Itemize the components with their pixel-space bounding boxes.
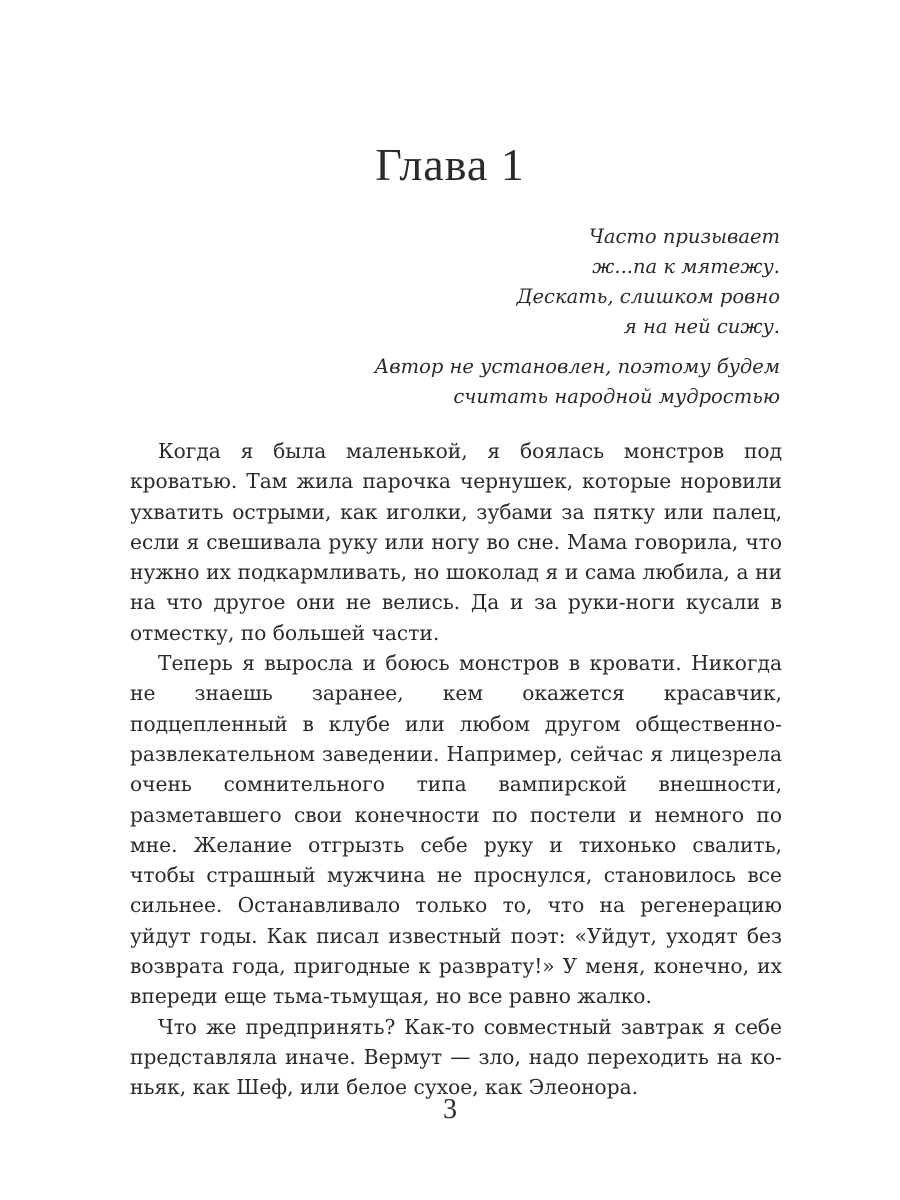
chapter-body — [130, 436, 782, 1103]
chapter-title: Глава 1 — [375, 139, 525, 190]
epigraph-line: ж...па к мятежу. — [592, 255, 780, 278]
body-paragraph: Теперь я выросла и боюсь монстров в кровати. Никогда не знаешь заранее, кем окажется красавчик, подцепленный в клубе или любом другом общественно-развлекательном заведении. Например, сейчас я лицезрела очень сомнительного типа вампирской внешности, разметавшего свои конечности по постели и немного по мне. Желание отгрызть себе руку и тихонько свалить, чтобы страшный мужчина не проснулся, становилось все сильнее. Останавливало только то, что на регенерацию уйдут годы. Как писал известный поэт: «Уйдут, уходят без возврата года, пригодные к разврату!» У меня, конечно, их впереди еще тьма-тьмущая, но все равно жалко. — [130, 651, 782, 1009]
body-paragraph: Когда я была маленькой, я боялась монстров под кроватью. Там жила парочка чернушек, которые норовили ухватить острыми, как иголки, зубами за пятку или палец, если я свешивала руку или ногу во сне. Мама говорила, что нужно их подкармливать, но шоколад я и сама любила, а ни на что другое они не велись. Да и за руки-ноги кусали в отместку, по большей части. — [130, 439, 782, 645]
page-number: 3 — [443, 1094, 457, 1125]
attribution-line: считать народной мудростью — [453, 385, 780, 408]
epigraph-line: я на ней сижу. — [623, 315, 780, 338]
epigraph-line: Часто призывает — [588, 225, 780, 248]
epigraph-attribution — [320, 352, 780, 412]
body-paragraph: Что же предпринять? Как-то совместный завтрак я себе представляла иначе. Вермут — зло, надо переходить на коньяк, как Шеф, или белое сухое, как Элеонора. — [130, 1014, 782, 1100]
epigraph — [320, 222, 780, 412]
attribution-line: Автор не установлен, поэтому будем — [374, 355, 780, 378]
epigraph-line: Дескать, слишком ровно — [516, 285, 780, 308]
